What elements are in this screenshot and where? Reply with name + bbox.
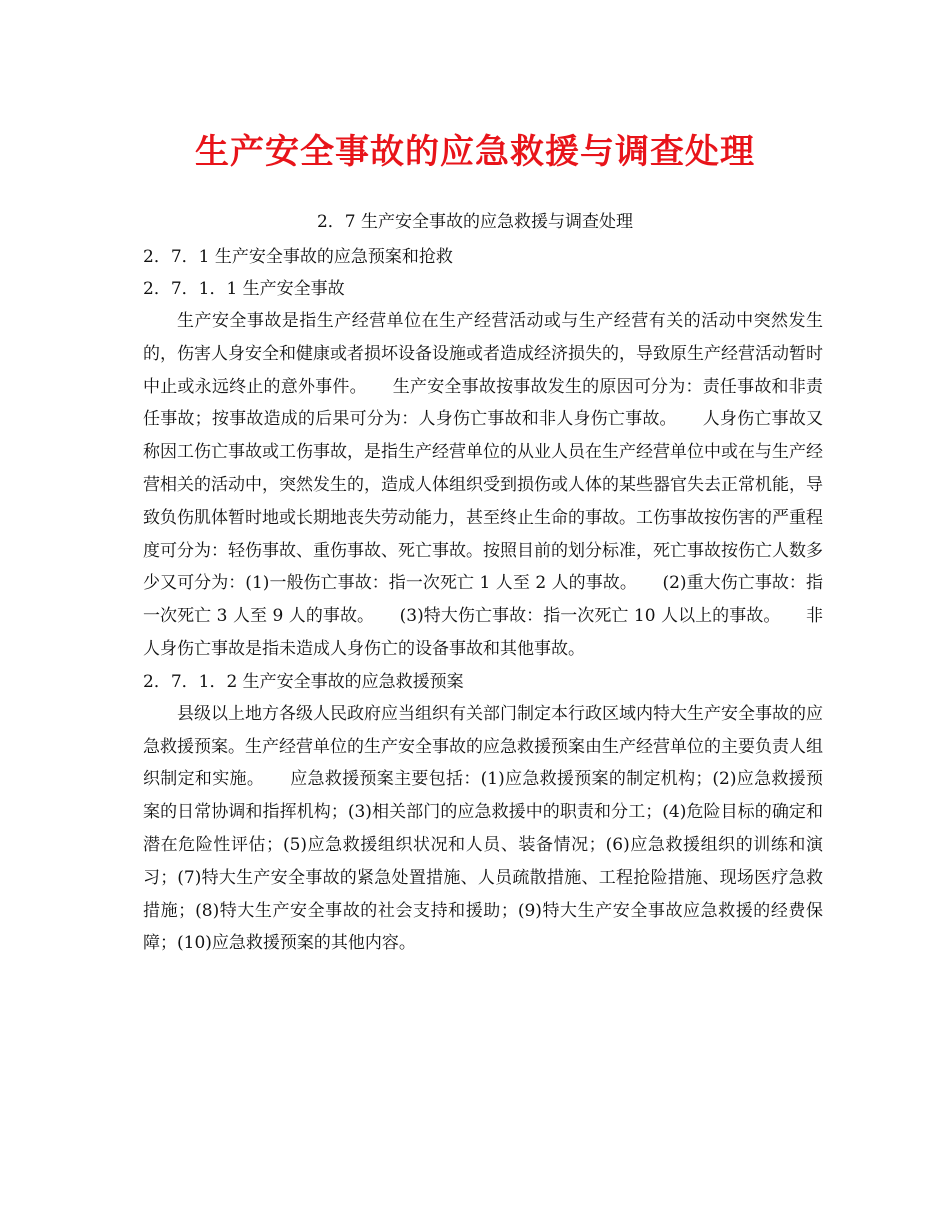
subsection-heading: 2．7．1．1 生产安全事故 [143,279,345,299]
section-heading: 2．7．1 生产安全事故的应急预案和抢救 [143,247,453,267]
document-body [143,241,823,960]
section-subtitle: 2．7 生产安全事故的应急救援与调查处理 [316,212,634,232]
subsection-heading: 2．7．1．2 生产安全事故的应急救援预案 [143,671,464,692]
document-title: 生产安全事故的应急救援与调查处理 [195,132,755,172]
body-paragraph: 县级以上地方各级人民政府应当组织有关部门制定本行政区域内特大生产安全事故的应急救援预案。生产经营单位的生产安全事故的应急救援预案由生产经营单位的主要负责人组织制定和实施。 应急救援预案主要包括：(1)应急救援预案的制定机构；(2)应急救援预案的日常协调和指挥机构；(3)相关部门的应急救援中的职责和分工；(4)危险目标的确定和潜在危险性评估；(5)应急救援组织状况和人员、装备情况；(6)应急救援组织的训练和演习；(7)特大生产安全事故的紧急处置措施、人员疏散措施、工程抢险措施、现场医疗急救措施；(8)特大生产安全事故的社会支持和援助；(9)特大生产安全事故应急救援的经费保障；(10)应急救援预案的其他内容。 [143,703,823,954]
body-paragraph: 生产安全事故是指生产经营单位在生产经营活动或与生产经营有关的活动中突然发生的，伤害人身安全和健康或者损坏设备设施或者造成经济损失的，导致原生产经营活动暂时中止或永远终止的意外事件。 生产安全事故按事故发生的原因可分为：责任事故和非责任事故；按事故造成的后果可分为：人身伤亡事故和非人身伤亡事故。 人身伤亡事故又称因工伤亡事故或工伤事故，是指生产经营单位的从业人员在生产经营单位中或在与生产经营相关的活动中，突然发生的，造成人体组织受到损伤或人体的某些器官失去正常机能，导致负伤肌体暂时地或长期地丧失劳动能力，甚至终止生命的事故。工伤事故按伤害的严重程度可分为：轻伤事故、重伤事故、死亡事故。按照目前的划分标准，死亡事故按伤亡人数多少又可分为：(1)一般伤亡事故：指一次死亡 1 人至 2 人的事故。 (2)重大伤亡事故：指一次死亡 3 人至 9 人的事故。 (3)特大伤亡事故：指一次死亡 10 人以上的事故。 非人身伤亡事故是指未造成人身伤亡的设备事故和其他事故。 [143,311,823,659]
